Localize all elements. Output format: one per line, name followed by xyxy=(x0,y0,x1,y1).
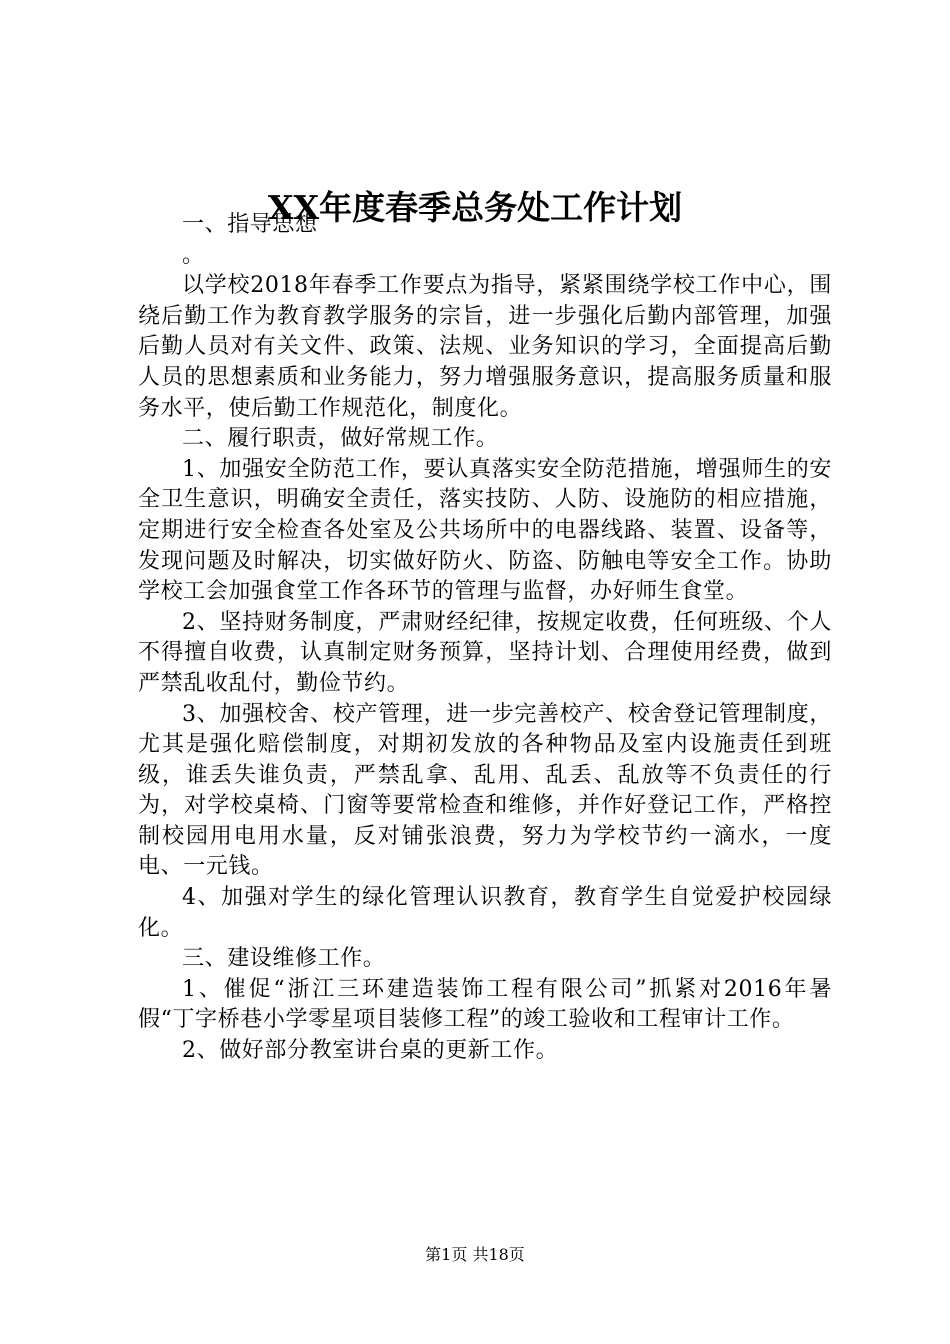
paragraph-construction-2: 2、做好部分教室讲台桌的更新工作。 xyxy=(182,1038,559,1064)
paragraph-duty-3-property: 3、加强校舍、校产管理，进一步完善校产、校舍登记管理制度，尤其是强化赔偿制度，对期初发放的各种物品及室内设施责任到班级，谁丢失谁负责，严禁乱拿、乱用、乱丢、乱放等不负责任的行为，对学校桌椅、门窗等要常检查和维修，并作好登记工作，严格控制校园用电用水量，反对铺张浪费，努力为学校节约一滴水，一度电、一元钱。 xyxy=(138,701,832,880)
paragraph-duty-1-safety: 1、加强安全防范工作，要认真落实安全防范措施，增强师生的安全卫生意识，明确安全责任，落实技防、人防、设施防的相应措施，定期进行安全检查各处室及公共场所中的电器线路、装置、设备等，发现问题及时解决，切实做好防火、防盗、防触电等安全工作。协助学校工会加强食堂工作各环节的管理与监督，办好师生食堂。 xyxy=(138,456,832,605)
section-heading-guiding-ideology: 一、指导思想 xyxy=(182,212,318,237)
page-footer: 第1页 共18页 xyxy=(425,1245,525,1264)
section-heading-construction: 三、建设维修工作。 xyxy=(182,946,386,972)
document-title: XX年度春季总务处工作计划 xyxy=(267,188,683,227)
paragraph-duty-4-greening: 4、加强对学生的绿化管理认识教育，教育学生自觉爱护校园绿化。 xyxy=(138,885,832,941)
paragraph-guiding-ideology: 以学校2018年春季工作要点为指导，紧紧围绕学校工作中心，围绕后勤工作为教育教学服务的宗旨，进一步强化后勤内部管理，加强后勤人员对有关文件、政策、法规、业务知识的学习，全面提高后勤人员的思想素质和业务能力，努力增强服务意识，提高服务质量和服务水平，使后勤工作规范化，制度化。 xyxy=(138,273,832,421)
paragraph-duty-2-finance: 2、坚持财务制度，严肃财经纪律，按规定收费，任何班级、个人不得擅自收费，认真制定财务预算，坚持计划、合理使用经费，做到严禁乱收乱付，勤俭节约。 xyxy=(138,609,832,696)
paragraph-construction-1: 1、催促“浙江三环建造装饰工程有限公司”抓紧对2016年暑假“丁字桥巷小学零星项目装修工程”的竣工验收和工程审计工作。 xyxy=(138,976,832,1033)
document-body xyxy=(138,210,832,1067)
section-heading-duties: 二、履行职责，做好常规工作。 xyxy=(182,426,499,452)
paragraph-period: 。 xyxy=(182,242,205,268)
